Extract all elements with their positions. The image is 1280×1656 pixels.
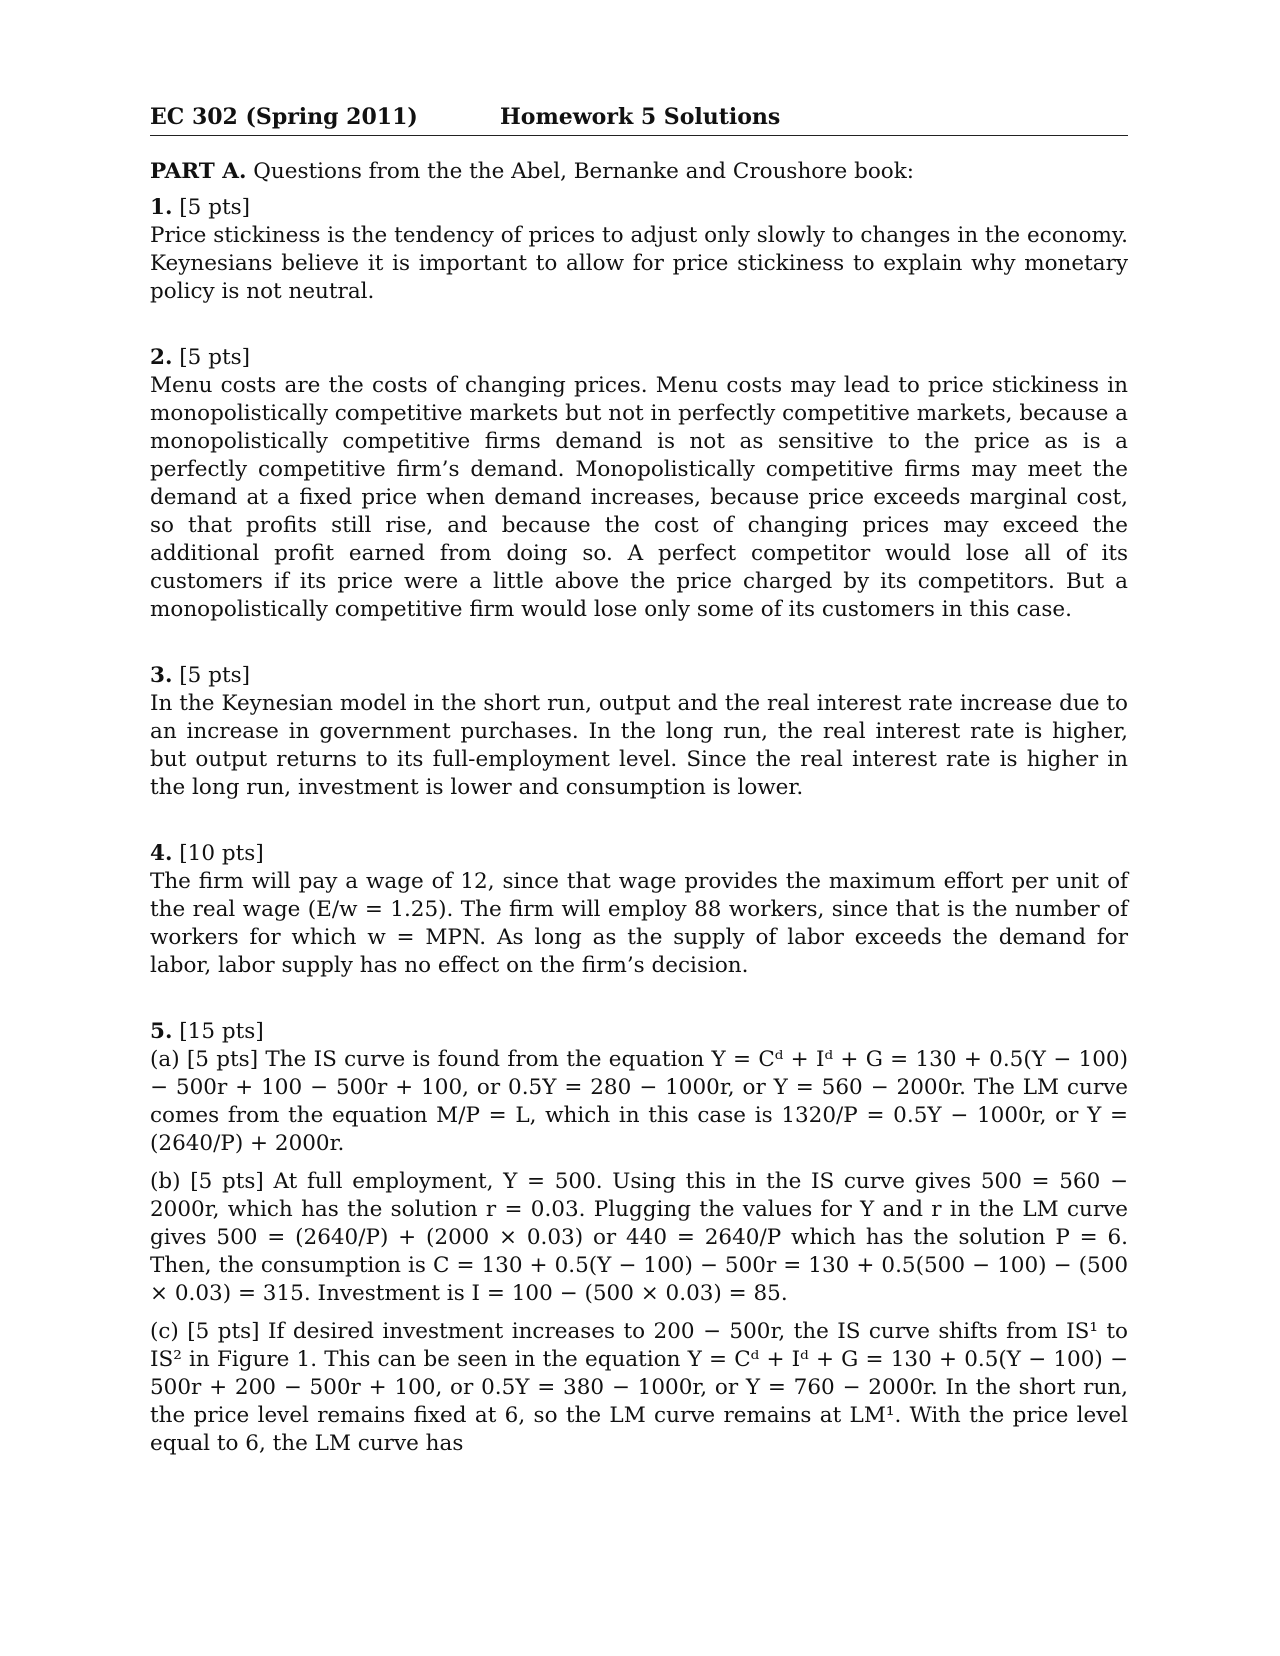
question-5-part-b: (b) [5 pts] At full employment, Y = 500. Using this in the IS curve gives 500 = 560 − 2000r, which has the solution r = 0.03. Plugging the values for Y and r in the LM curve gives 500 = (2640/P) + (2000 × 0.03) or 440 = 2640/P which has the solution P = 6. Then, the consumption is C = 130 + 0.5(Y − 100) − 500r = 130 + 0.5(500 − 100) − (500 × 0.03) = 315. Investment is I = 100 − (500 × 0.03) = 85. (150, 1169, 1128, 1306)
question-2 (150, 344, 1128, 624)
document-title: Homework 5 Solutions (500, 104, 781, 130)
course-label: EC 302 (Spring 2011) (150, 104, 418, 130)
question-1 (150, 194, 1128, 306)
question-answer: Price stickiness is the tendency of prices to adjust only slowly to changes in the economy. Keynesians believe it is important to allow for price stickiness to explain why monetary policy is not neutral. (150, 223, 1128, 304)
question-number: 2. (150, 345, 173, 370)
part-label: PART A. (150, 159, 247, 184)
question-5-part-c: (c) [5 pts] If desired investment increases to 200 − 500r, the IS curve shifts from IS¹ to IS² in Figure 1. This can be seen in the equation Y = Cᵈ + Iᵈ + G = 130 + 0.5(Y − 100) − 500r + 200 − 500r + 100, or 0.5Y = 380 − 1000r, or Y = 760 − 2000r. In the short run, the price level remains fixed at 6, so the LM curve remains at LM¹. With the price level equal to 6, the LM curve has (150, 1319, 1128, 1456)
question-number: 5. (150, 1019, 173, 1044)
question-3 (150, 662, 1128, 802)
question-number: 1. (150, 195, 173, 220)
question-number: 3. (150, 663, 173, 688)
question-points: [5 pts] (179, 663, 251, 688)
question-5 (150, 1018, 1128, 1458)
question-points: [5 pts] (179, 345, 251, 370)
document-body (150, 158, 1128, 1496)
question-number: 4. (150, 841, 173, 866)
question-answer: Menu costs are the costs of changing prices. Menu costs may lead to price stickiness in monopolistically competitive markets but not in perfectly competitive markets, because a monopolistically competitive firms demand is not as sensitive to the price as is a perfectly competitive firm’s demand. Monopolistically competitive firms may meet the demand at a fixed price when demand increases, because price exceeds marginal cost, so that profits still rise, and because the cost of changing prices may exceed the additional profit earned from doing so. A perfect competitor would lose all of its customers if its price were a little above the price charged by its competitors. But a monopolistically competitive firm would lose only some of its customers in this case. (150, 373, 1128, 622)
question-points: [10 pts] (179, 841, 264, 866)
page-header (150, 100, 1128, 136)
question-answer: The firm will pay a wage of 12, since that wage provides the maximum effort per unit of the real wage (E/w = 1.25). The firm will employ 88 workers, since that is the number of workers for which w = MPN. As long as the supply of labor exceeds the demand for labor, labor supply has no effect on the firm’s decision. (150, 869, 1128, 978)
question-5-part-a: (a) [5 pts] The IS curve is found from the equation Y = Cᵈ + Iᵈ + G = 130 + 0.5(Y − 100) − 500r + 100 − 500r + 100, or 0.5Y = 280 − 1000r, or Y = 560 − 2000r. The LM curve comes from the equation M/P = L, which in this case is 1320/P = 0.5Y − 1000r, or Y = (2640/P) + 2000r. (150, 1047, 1128, 1156)
question-answer: In the Keynesian model in the short run, output and the real interest rate increase due to an increase in government purchases. In the long run, the real interest rate is higher, but output returns to its full-employment level. Since the real interest rate is higher in the long run, investment is lower and consumption is lower. (150, 691, 1128, 800)
question-4 (150, 840, 1128, 980)
question-points: [5 pts] (179, 195, 251, 220)
part-heading (150, 158, 1128, 186)
part-text: Questions from the the Abel, Bernanke and Croushore book: (253, 159, 914, 184)
question-points: [15 pts] (179, 1019, 264, 1044)
